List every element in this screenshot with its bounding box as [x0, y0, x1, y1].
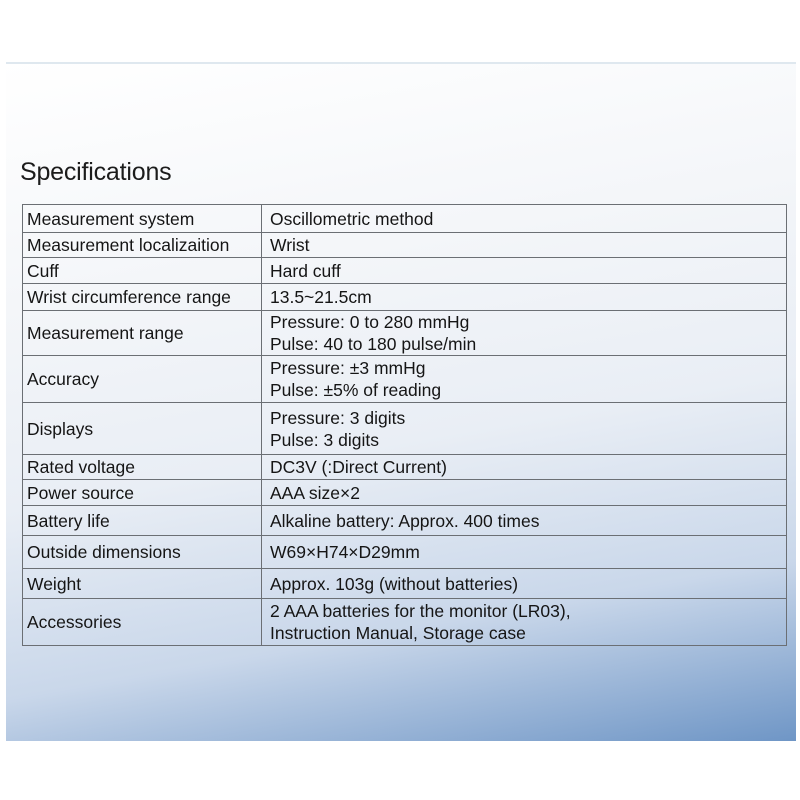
spec-value [262, 311, 787, 356]
table-row [23, 455, 787, 480]
table-row [23, 480, 787, 506]
spec-label: Accessories [23, 599, 262, 646]
table-row [23, 536, 787, 569]
spec-value [262, 569, 787, 599]
spec-value-line: 2 AAA batteries for the monitor (LR03), [270, 601, 571, 621]
table-row [23, 506, 787, 536]
spec-label: Rated voltage [23, 455, 262, 480]
spec-value-line: Pulse: 40 to 180 pulse/min [270, 334, 477, 354]
spec-label: Displays [23, 403, 262, 455]
spec-value-line: Pulse: 3 digits [270, 429, 379, 450]
spec-label: Measurement localizaition [23, 233, 262, 258]
table-row [23, 258, 787, 284]
panel-top-edge [6, 62, 796, 64]
spec-label: Power source [23, 480, 262, 506]
spec-value-line: DC3V (:Direct Current) [270, 457, 447, 477]
spec-label: Outside dimensions [23, 536, 262, 569]
spec-value [262, 258, 787, 284]
spec-value-line: Hard cuff [270, 260, 341, 281]
spec-label: Accuracy [23, 356, 262, 403]
spec-value [262, 506, 787, 536]
table-row [23, 233, 787, 258]
spec-value-line: AAA size×2 [270, 482, 360, 503]
spec-value-line: Wrist [270, 235, 310, 255]
spec-value-line: 13.5~21.5cm [270, 287, 372, 307]
spec-label: Wrist circumference range [23, 284, 262, 311]
spec-value [262, 480, 787, 506]
spec-value [262, 284, 787, 311]
spec-value [262, 233, 787, 258]
page-title: Specifications [20, 158, 172, 186]
spec-value [262, 455, 787, 480]
specifications-table [22, 204, 787, 646]
spec-label: Weight [23, 569, 262, 599]
spec-value [262, 599, 787, 646]
table-row [23, 356, 787, 403]
spec-value [262, 356, 787, 403]
spec-label: Measurement system [23, 205, 262, 233]
spec-value [262, 536, 787, 569]
spec-value-line: Pressure: ±3 mmHg [270, 358, 426, 378]
spec-label: Battery life [23, 506, 262, 536]
table-row [23, 205, 787, 233]
spec-value-line: Approx. 103g (without batteries) [270, 573, 519, 594]
spec-value-line: Alkaline battery: Approx. 400 times [270, 510, 540, 531]
spec-value [262, 205, 787, 233]
spec-value-line: W69×H74×D29mm [270, 542, 420, 562]
spec-value-line: Pressure: 3 digits [270, 407, 406, 428]
spec-value-line: Pulse: ±5% of reading [270, 380, 442, 400]
table-row [23, 284, 787, 311]
spec-label: Cuff [23, 258, 262, 284]
spec-value-line: Instruction Manual, Storage case [270, 623, 526, 643]
spec-value [262, 403, 787, 455]
spec-label: Measurement range [23, 311, 262, 356]
table-row [23, 403, 787, 455]
table-row [23, 311, 787, 356]
spec-value-line: Oscillometric method [270, 208, 434, 229]
table-row [23, 569, 787, 599]
table-row [23, 599, 787, 646]
spec-value-line: Pressure: 0 to 280 mmHg [270, 312, 470, 332]
